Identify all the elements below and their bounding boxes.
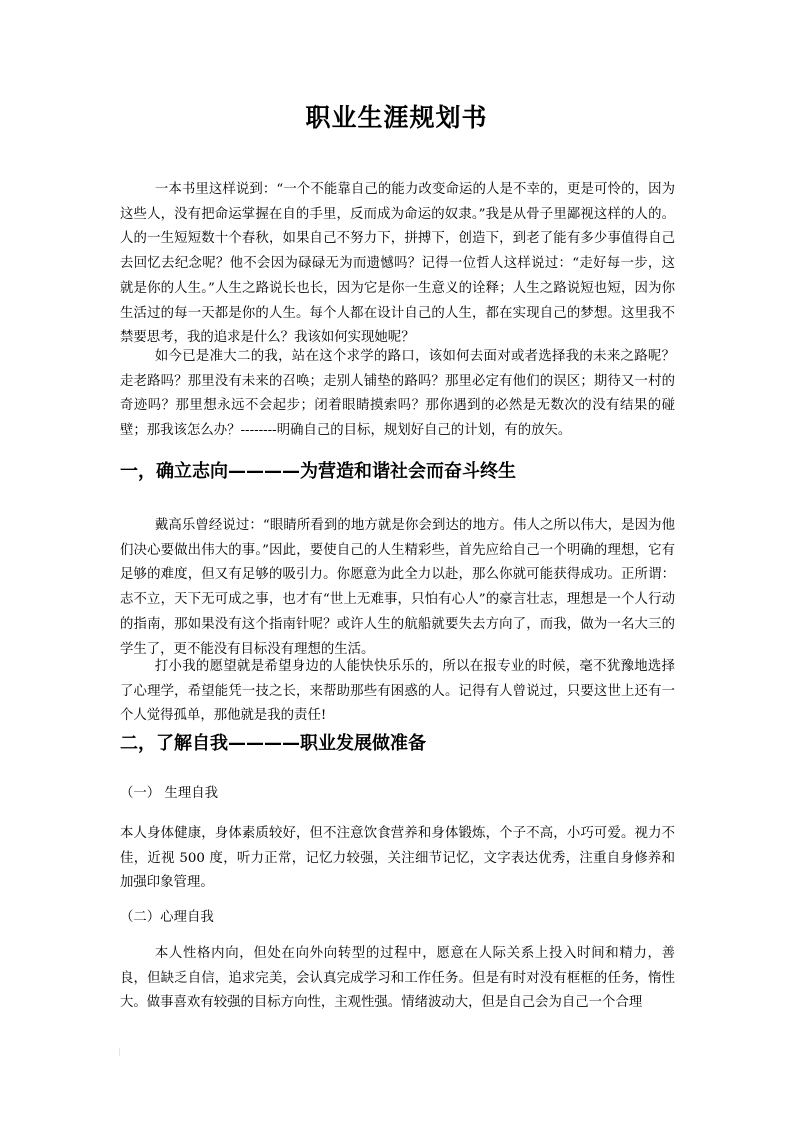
page-margin-mark — [119, 1048, 120, 1056]
subsection-physical-label: （一） 生理自我 — [120, 786, 218, 801]
section-2-heading: 二，了解自我————职业发展做准备 — [120, 733, 426, 754]
section-1-heading: 一，确立志向————为营造和谐社会而奋斗终生 — [120, 461, 516, 482]
page-title: 职业生涯规划书 — [305, 103, 488, 132]
intro-paragraph-1: 一本书里这样说到：“一个不能靠自己的能力改变命运的人是不幸的，更是可怜的，因为这些人，没有把命运掌握在自的手里，反而成为命运的奴隶。”我是从骨子里鄙视这样的人的。人的一生短短数十个春秋，如果自己不努力下，拼搏下，创造下，到老了能有多少事值得自己去回忆去纪念呢？他不会因为碌碌无为而遗憾吗？记得一位哲人这样说过：“走好每一步，这就是你的人生。”人生之路说长也长，因为它是你一生意义的诠释；人生之路说短也短，因为你生活过的每一天都是你的人生。每个人都在设计自己的人生，都在实现自己的梦想。这里我不禁要思考，我的追求是什么？我该如何实现她呢？ — [120, 182, 675, 346]
section-1-paragraph-1: 戴高乐曾经说过：“眼睛所看到的地方就是你会到达的地方。伟人之所以伟大，是因为他们决心要做出伟大的事。”因此，要使自己的人生精彩些，首先应给自己一个明确的理想，它有足够的难度，但又有足够的吸引力。你愿意为此全力以赴，那么你就可能获得成功。正所谓：志不立，天下无可成之事，也才有“世上无难事，只怕有心人”的豪言壮志，理想是一个人行动的指南，那如果没有这个指南针呢？或许人生的航船就要失去方向了，而我，做为一名大三的学生了，更不能没有目标没有理想的生活。 — [120, 518, 675, 657]
subsection-psychological-label: （二）心理自我 — [120, 910, 214, 925]
section-1-paragraph-2: 打小我的愿望就是希望身边的人能快快乐乐的，所以在报专业的时候，毫不犹豫地选择了心理学，希望能凭一技之长，来帮助那些有困惑的人。记得有人曾说过，只要这世上还有一个人觉得孤单，那他就是我的责任! — [120, 659, 675, 724]
subsection-psychological-text: 本人性格内向，但处在向外向转型的过程中，愿意在人际关系上投入时间和精力，善良，但缺乏自信，追求完美，会认真完成学习和工作任务。但是有时对没有框框的任务，惰性大。做事喜欢有较强的目标方向性，主观性强。情绪波动大，但是自己会为自己一个合理 — [120, 946, 675, 1011]
subsection-physical-text: 本人身体健康，身体素质较好，但不注意饮食营养和身体锻炼，个子不高，小巧可爱。视力不佳，近视 500 度，听力正常，记忆力较强，关注细节记忆，文字表达优秀，注重自身修养和加强印象管理。 — [120, 826, 675, 891]
intro-paragraph-2: 如今已是准大二的我，站在这个求学的路口，该如何去面对或者选择我的未来之路呢？走老路吗？那里没有未来的召唤；走别人铺垫的路吗？那里必定有他们的误区；期待又一村的奇迹吗？那里想永远不会起步；闭着眼睛摸索吗？那你遇到的必然是无数次的没有结果的碰壁；那我该怎么办？--------明确自己的目标，规划好自己的计划，有的放矢。 — [120, 349, 675, 439]
